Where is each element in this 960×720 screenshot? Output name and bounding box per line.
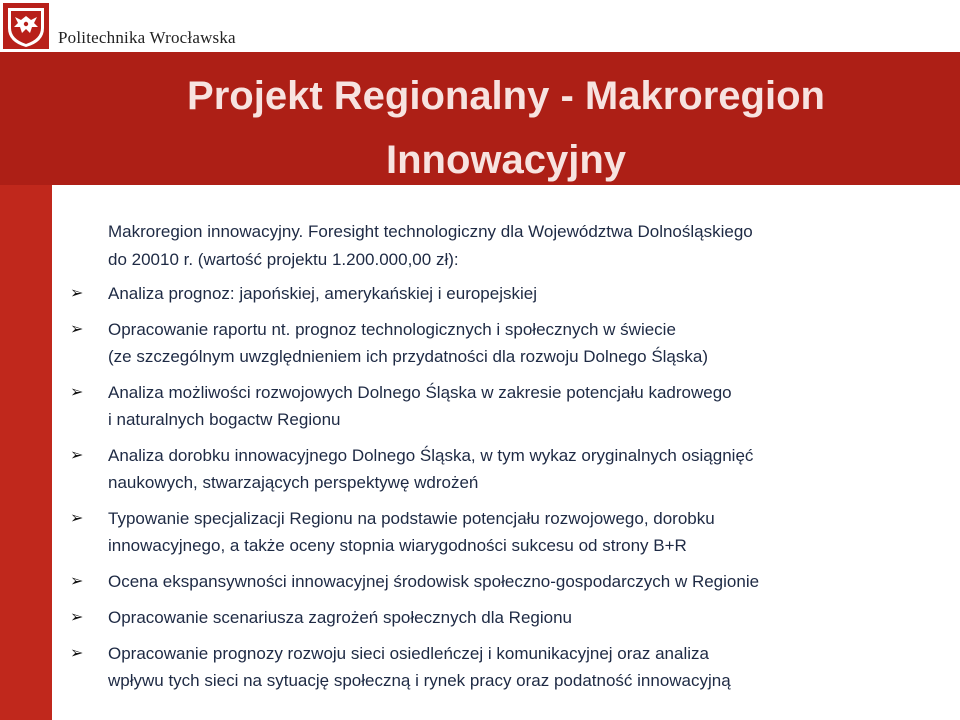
arrow-bullet-icon: ➢: [70, 645, 84, 662]
bullet-line-1: Ocena ekspansywności innowacyjnej środowisk społeczno-gospodarczych w Regionie: [108, 572, 760, 591]
slide-title-line-2: Innowacyjny: [385, 138, 627, 182]
slide-title-line-1: Projekt Regionalny - Makroregion: [187, 74, 825, 118]
bullet-item: [70, 604, 938, 631]
bullet-line-2: i naturalnych bogactw Regionu: [108, 410, 341, 429]
arrow-bullet-icon: ➢: [70, 609, 84, 626]
slide-content: [70, 218, 938, 703]
arrow-bullet-icon: ➢: [70, 285, 84, 302]
bullet-item: [70, 316, 938, 370]
bullet-item: [70, 640, 938, 694]
bullet-item: [70, 379, 938, 433]
university-crest-icon: [2, 2, 50, 50]
header-bar: [0, 0, 960, 52]
arrow-bullet-icon: ➢: [70, 384, 84, 401]
bullet-line-1: Analiza dorobku innowacyjnego Dolnego Śląska, w tym wykaz oryginalnych osiągnięć: [108, 446, 754, 465]
bullet-line-1: Analiza prognoz: japońskiej, amerykańskiej i europejskiej: [108, 284, 538, 303]
bullet-line-2: naukowych, stwarzających perspektywę wdrożeń: [108, 473, 479, 492]
arrow-bullet-icon: ➢: [70, 510, 84, 527]
bullet-line-2: wpływu tych sieci na sytuację społeczną i rynek pracy oraz podatność innowacyjną: [108, 671, 731, 690]
slide-title: [52, 64, 960, 192]
bullet-line-1: Opracowanie scenariusza zagrożeń społecznych dla Regionu: [108, 608, 572, 627]
bullet-line-1: Analiza możliwości rozwojowych Dolnego Śląska w zakresie potencjału kadrowego: [108, 383, 732, 402]
arrow-bullet-icon: ➢: [70, 447, 84, 464]
bullet-line-2: (ze szczególnym uwzględnieniem ich przydatności dla rozwoju Dolnego Śląska): [108, 347, 709, 366]
university-name: Politechnika Wrocławska: [58, 28, 236, 47]
bullet-item: [70, 568, 938, 595]
arrow-bullet-icon: ➢: [70, 573, 84, 590]
bullet-item: [70, 280, 938, 307]
arrow-bullet-icon: ➢: [70, 321, 84, 338]
bullet-item: [70, 442, 938, 496]
bullet-line-1: Opracowanie prognozy rozwoju sieci osiedleńczej i komunikacyjnej oraz analiza: [108, 644, 709, 663]
bullet-line-2: innowacyjnego, a także oceny stopnia wiarygodności sukcesu od strony B+R: [108, 536, 687, 555]
intro-line-2: do 20010 r. (wartość projektu 1.200.000,00 zł):: [108, 250, 459, 269]
left-decorative-stripe-lower: [0, 185, 52, 720]
bullet-item: [70, 505, 938, 559]
intro-paragraph: [108, 218, 938, 274]
bullet-line-1: Typowanie specjalizacji Regionu na podstawie potencjału rozwojowego, dorobku: [108, 509, 715, 528]
bullet-line-1: Opracowanie raportu nt. prognoz technologicznych i społecznych w świecie: [108, 320, 676, 339]
intro-line-1: Makroregion innowacyjny. Foresight technologiczny dla Województwa Dolnośląskiego: [108, 222, 753, 241]
